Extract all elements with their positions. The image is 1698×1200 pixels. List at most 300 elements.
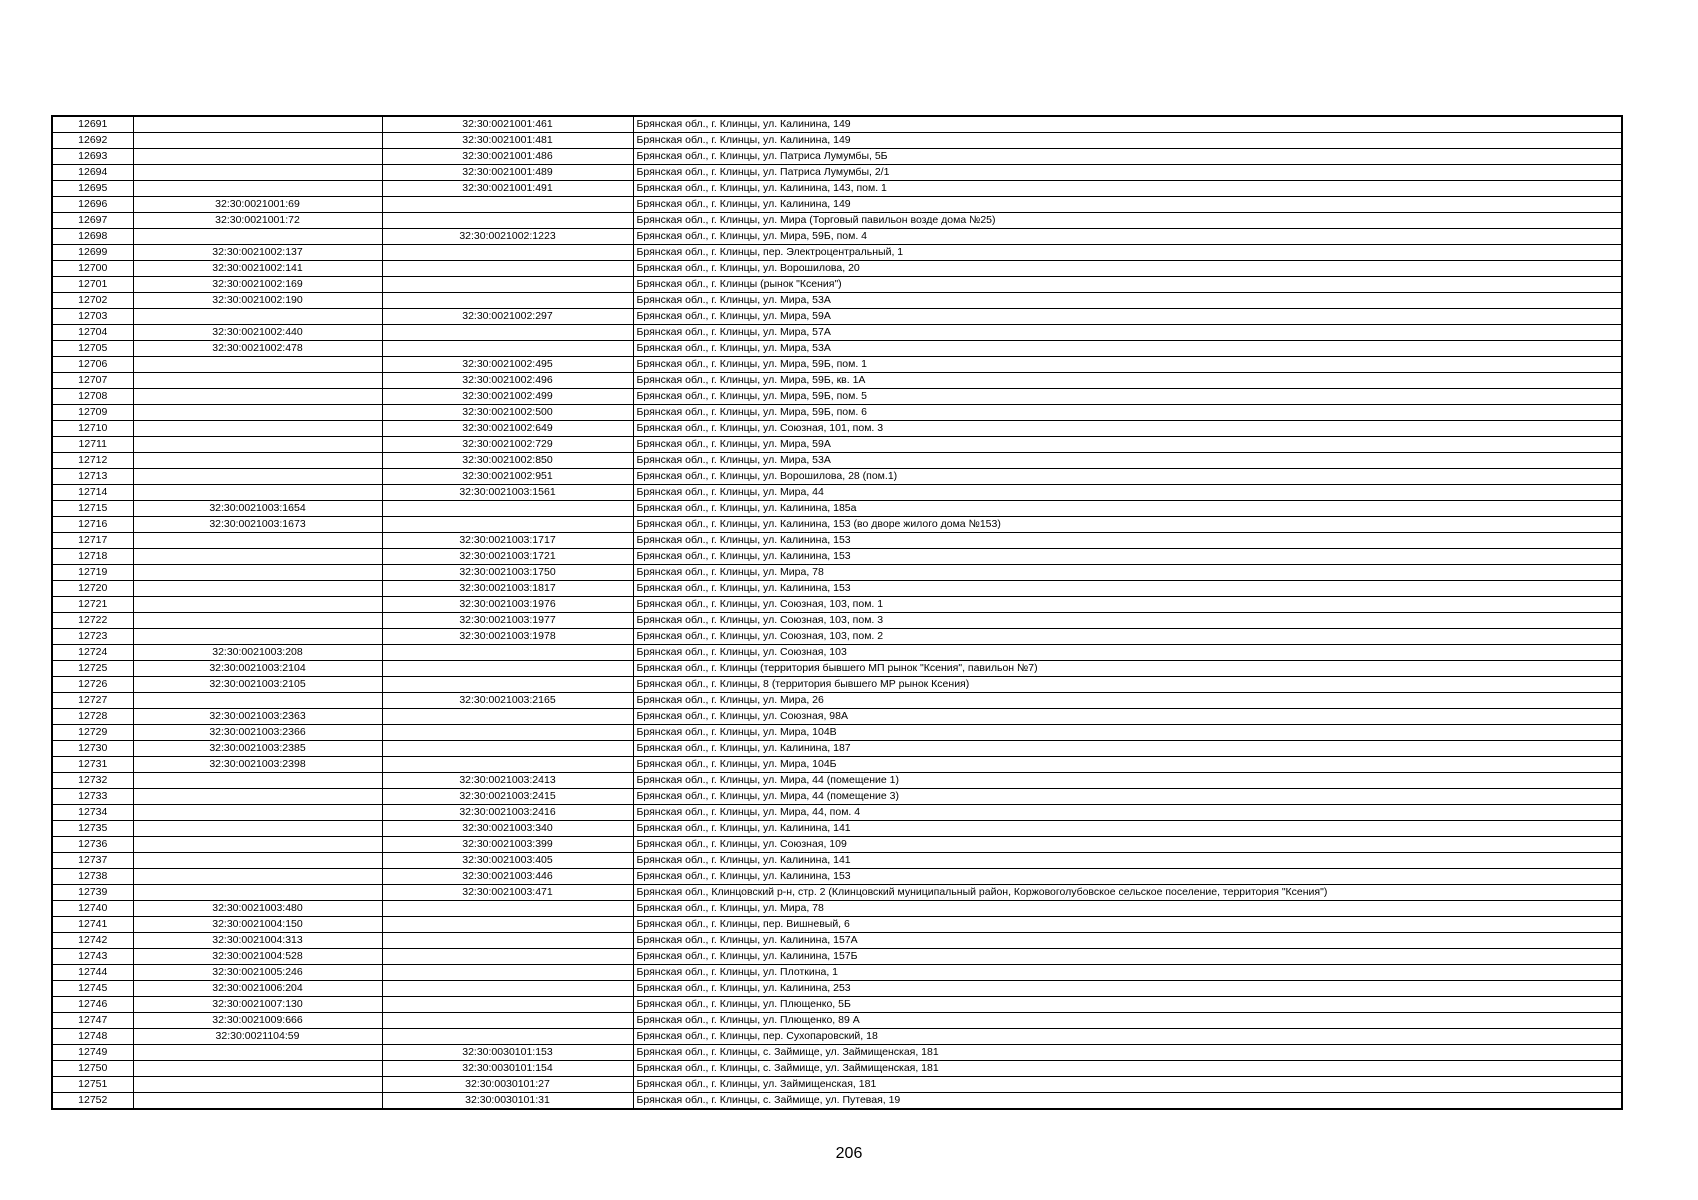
table-row — [52, 693, 1622, 709]
building-cadastral-number-cell — [382, 757, 633, 773]
address-cell: Брянская обл., г. Клинцы, ул. Калинина, 187 — [633, 741, 1622, 757]
building-cadastral-number-cell — [382, 645, 633, 661]
building-cadastral-number-cell: 32:30:0021002:729 — [382, 437, 633, 453]
row-number-cell: 12733 — [52, 789, 133, 805]
address-cell: Брянская обл., г. Клинцы, ул. Мира, 59А — [633, 437, 1622, 453]
table-row — [52, 581, 1622, 597]
table-row — [52, 757, 1622, 773]
building-cadastral-number-cell: 32:30:0021003:2416 — [382, 805, 633, 821]
building-cadastral-number-cell — [382, 245, 633, 261]
address-cell: Брянская обл., г. Клинцы, ул. Мира, 59А — [633, 309, 1622, 325]
address-cell: Брянская обл., г. Клинцы (рынок "Ксения") — [633, 277, 1622, 293]
address-cell: Брянская обл., г. Клинцы, ул. Мира, 57А — [633, 325, 1622, 341]
land-cadastral-number-cell — [133, 869, 382, 885]
table-row — [52, 533, 1622, 549]
building-cadastral-number-cell — [382, 981, 633, 997]
table-row — [52, 261, 1622, 277]
row-number-cell: 12718 — [52, 549, 133, 565]
table-row — [52, 1061, 1622, 1077]
land-cadastral-number-cell — [133, 837, 382, 853]
row-number-cell: 12704 — [52, 325, 133, 341]
table-row — [52, 116, 1622, 133]
table-row — [52, 997, 1622, 1013]
row-number-cell: 12700 — [52, 261, 133, 277]
table-row — [52, 789, 1622, 805]
building-cadastral-number-cell: 32:30:0030101:153 — [382, 1045, 633, 1061]
land-cadastral-number-cell — [133, 1045, 382, 1061]
address-cell: Брянская обл., г. Клинцы (территория бывшего МП рынок "Ксения", павильон №7) — [633, 661, 1622, 677]
row-number-cell: 12708 — [52, 389, 133, 405]
address-cell: Брянская обл., г. Клинцы, ул. Калинина, 141 — [633, 853, 1622, 869]
building-cadastral-number-cell — [382, 933, 633, 949]
row-number-cell: 12694 — [52, 165, 133, 181]
land-cadastral-number-cell: 32:30:0021009:666 — [133, 1013, 382, 1029]
building-cadastral-number-cell: 32:30:0021002:297 — [382, 309, 633, 325]
row-number-cell: 12706 — [52, 357, 133, 373]
land-cadastral-number-cell — [133, 421, 382, 437]
address-cell: Брянская обл., г. Клинцы, ул. Ворошилова, 28 (пом.1) — [633, 469, 1622, 485]
address-cell: Брянская обл., г. Клинцы, с. Займище, ул. Займищенская, 181 — [633, 1045, 1622, 1061]
row-number-cell: 12729 — [52, 725, 133, 741]
land-cadastral-number-cell — [133, 357, 382, 373]
land-cadastral-number-cell — [133, 1061, 382, 1077]
table-row — [52, 981, 1622, 997]
land-cadastral-number-cell: 32:30:0021004:528 — [133, 949, 382, 965]
land-cadastral-number-cell: 32:30:0021003:1654 — [133, 501, 382, 517]
row-number-cell: 12737 — [52, 853, 133, 869]
row-number-cell: 12716 — [52, 517, 133, 533]
building-cadastral-number-cell: 32:30:0021002:500 — [382, 405, 633, 421]
building-cadastral-number-cell: 32:30:0021003:1817 — [382, 581, 633, 597]
address-cell: Брянская обл., г. Клинцы, ул. Мира, 104Б — [633, 757, 1622, 773]
row-number-cell: 12691 — [52, 116, 133, 133]
row-number-cell: 12725 — [52, 661, 133, 677]
row-number-cell: 12695 — [52, 181, 133, 197]
table-row — [52, 901, 1622, 917]
table-body — [52, 116, 1622, 1109]
building-cadastral-number-cell: 32:30:0021003:446 — [382, 869, 633, 885]
building-cadastral-number-cell — [382, 277, 633, 293]
land-cadastral-number-cell — [133, 437, 382, 453]
row-number-cell: 12749 — [52, 1045, 133, 1061]
building-cadastral-number-cell: 32:30:0030101:31 — [382, 1093, 633, 1110]
building-cadastral-number-cell — [382, 965, 633, 981]
building-cadastral-number-cell: 32:30:0021002:499 — [382, 389, 633, 405]
land-cadastral-number-cell: 32:30:0021004:313 — [133, 933, 382, 949]
building-cadastral-number-cell: 32:30:0021003:471 — [382, 885, 633, 901]
table-row — [52, 661, 1622, 677]
building-cadastral-number-cell: 32:30:0030101:154 — [382, 1061, 633, 1077]
land-cadastral-number-cell — [133, 853, 382, 869]
table-row — [52, 325, 1622, 341]
table-row — [52, 1093, 1622, 1110]
row-number-cell: 12696 — [52, 197, 133, 213]
building-cadastral-number-cell — [382, 997, 633, 1013]
address-cell: Брянская обл., г. Клинцы, ул. Плоткина, 1 — [633, 965, 1622, 981]
address-cell: Брянская обл., г. Клинцы, ул. Мира, 26 — [633, 693, 1622, 709]
land-cadastral-number-cell — [133, 229, 382, 245]
row-number-cell: 12745 — [52, 981, 133, 997]
table-row — [52, 965, 1622, 981]
building-cadastral-number-cell — [382, 917, 633, 933]
row-number-cell: 12724 — [52, 645, 133, 661]
table-row — [52, 709, 1622, 725]
building-cadastral-number-cell — [382, 725, 633, 741]
land-cadastral-number-cell — [133, 613, 382, 629]
building-cadastral-number-cell — [382, 293, 633, 309]
table-row — [52, 309, 1622, 325]
table-row — [52, 853, 1622, 869]
address-cell: Брянская обл., г. Клинцы, ул. Калинина, 153 — [633, 533, 1622, 549]
building-cadastral-number-cell — [382, 325, 633, 341]
building-cadastral-number-cell: 32:30:0021003:405 — [382, 853, 633, 869]
building-cadastral-number-cell — [382, 517, 633, 533]
land-cadastral-number-cell — [133, 597, 382, 613]
row-number-cell: 12715 — [52, 501, 133, 517]
row-number-cell: 12746 — [52, 997, 133, 1013]
building-cadastral-number-cell: 32:30:0021002:1223 — [382, 229, 633, 245]
land-cadastral-number-cell: 32:30:0021002:141 — [133, 261, 382, 277]
address-cell: Брянская обл., г. Клинцы, ул. Мира, 104В — [633, 725, 1622, 741]
table-row — [52, 517, 1622, 533]
table-row — [52, 805, 1622, 821]
land-cadastral-number-cell — [133, 789, 382, 805]
building-cadastral-number-cell: 32:30:0021002:496 — [382, 373, 633, 389]
address-cell: Брянская обл., г. Клинцы, ул. Мира, 44 (помещение 3) — [633, 789, 1622, 805]
land-cadastral-number-cell: 32:30:0021003:2105 — [133, 677, 382, 693]
address-cell: Брянская обл., г. Клинцы, ул. Мира, 53А — [633, 341, 1622, 357]
address-cell: Брянская обл., г. Клинцы, ул. Мира, 59Б, пом. 1 — [633, 357, 1622, 373]
building-cadastral-number-cell: 32:30:0021003:2165 — [382, 693, 633, 709]
building-cadastral-number-cell — [382, 501, 633, 517]
land-cadastral-number-cell — [133, 116, 382, 133]
table-row — [52, 197, 1622, 213]
row-number-cell: 12747 — [52, 1013, 133, 1029]
address-cell: Брянская обл., г. Клинцы, ул. Мира, 78 — [633, 565, 1622, 581]
address-cell: Брянская обл., г. Клинцы, ул. Мира, 53А — [633, 453, 1622, 469]
land-cadastral-number-cell: 32:30:0021001:69 — [133, 197, 382, 213]
land-cadastral-number-cell — [133, 821, 382, 837]
row-number-cell: 12697 — [52, 213, 133, 229]
land-cadastral-number-cell — [133, 149, 382, 165]
address-cell: Брянская обл., г. Клинцы, пер. Электроцентральный, 1 — [633, 245, 1622, 261]
row-number-cell: 12740 — [52, 901, 133, 917]
table-row — [52, 453, 1622, 469]
address-cell: Брянская обл., г. Клинцы, ул. Мира, 78 — [633, 901, 1622, 917]
row-number-cell: 12712 — [52, 453, 133, 469]
row-number-cell: 12735 — [52, 821, 133, 837]
address-cell: Брянская обл., г. Клинцы, ул. Союзная, 109 — [633, 837, 1622, 853]
land-cadastral-number-cell — [133, 485, 382, 501]
table-row — [52, 773, 1622, 789]
row-number-cell: 12734 — [52, 805, 133, 821]
address-cell: Брянская обл., г. Клинцы, ул. Патриса Лумумбы, 2/1 — [633, 165, 1622, 181]
row-number-cell: 12709 — [52, 405, 133, 421]
address-cell: Брянская обл., г. Клинцы, ул. Ворошилова, 20 — [633, 261, 1622, 277]
row-number-cell: 12693 — [52, 149, 133, 165]
address-cell: Брянская обл., г. Клинцы, пер. Сухопаровский, 18 — [633, 1029, 1622, 1045]
land-cadastral-number-cell: 32:30:0021002:137 — [133, 245, 382, 261]
building-cadastral-number-cell: 32:30:0021003:1978 — [382, 629, 633, 645]
table-row — [52, 357, 1622, 373]
row-number-cell: 12722 — [52, 613, 133, 629]
building-cadastral-number-cell: 32:30:0021003:2415 — [382, 789, 633, 805]
table-row — [52, 885, 1622, 901]
table-row — [52, 549, 1622, 565]
row-number-cell: 12744 — [52, 965, 133, 981]
address-cell: Брянская обл., г. Клинцы, ул. Калинина, 149 — [633, 133, 1622, 149]
table-row — [52, 741, 1622, 757]
table-row — [52, 149, 1622, 165]
table-row — [52, 917, 1622, 933]
row-number-cell: 12738 — [52, 869, 133, 885]
building-cadastral-number-cell: 32:30:0021003:2413 — [382, 773, 633, 789]
land-cadastral-number-cell — [133, 469, 382, 485]
address-cell: Брянская обл., г. Клинцы, ул. Мира, 59Б, пом. 5 — [633, 389, 1622, 405]
land-cadastral-number-cell: 32:30:0021002:440 — [133, 325, 382, 341]
land-cadastral-number-cell — [133, 805, 382, 821]
table-row — [52, 629, 1622, 645]
table-row — [52, 389, 1622, 405]
table-row — [52, 405, 1622, 421]
row-number-cell: 12727 — [52, 693, 133, 709]
address-cell: Брянская обл., г. Клинцы, ул. Мира, 44 — [633, 485, 1622, 501]
land-cadastral-number-cell: 32:30:0021002:169 — [133, 277, 382, 293]
address-cell: Брянская обл., г. Клинцы, ул. Мира (Торговый павильон возде дома №25) — [633, 213, 1622, 229]
row-number-cell: 12751 — [52, 1077, 133, 1093]
land-cadastral-number-cell — [133, 1077, 382, 1093]
land-cadastral-number-cell: 32:30:0021002:478 — [133, 341, 382, 357]
land-cadastral-number-cell: 32:30:0021007:130 — [133, 997, 382, 1013]
land-cadastral-number-cell — [133, 773, 382, 789]
row-number-cell: 12717 — [52, 533, 133, 549]
land-cadastral-number-cell: 32:30:0021003:2398 — [133, 757, 382, 773]
row-number-cell: 12702 — [52, 293, 133, 309]
land-cadastral-number-cell — [133, 181, 382, 197]
address-cell: Брянская обл., г. Клинцы, ул. Плющенко, 89 А — [633, 1013, 1622, 1029]
building-cadastral-number-cell: 32:30:0021001:486 — [382, 149, 633, 165]
building-cadastral-number-cell — [382, 213, 633, 229]
table-row — [52, 1013, 1622, 1029]
row-number-cell: 12742 — [52, 933, 133, 949]
building-cadastral-number-cell — [382, 261, 633, 277]
table-row — [52, 597, 1622, 613]
table-row — [52, 933, 1622, 949]
land-cadastral-number-cell — [133, 885, 382, 901]
row-number-cell: 12730 — [52, 741, 133, 757]
land-cadastral-number-cell — [133, 309, 382, 325]
building-cadastral-number-cell — [382, 709, 633, 725]
address-cell: Брянская обл., г. Клинцы, ул. Калинина, 149 — [633, 116, 1622, 133]
land-cadastral-number-cell: 32:30:0021005:246 — [133, 965, 382, 981]
table-row — [52, 133, 1622, 149]
row-number-cell: 12723 — [52, 629, 133, 645]
row-number-cell: 12699 — [52, 245, 133, 261]
address-cell: Брянская обл., г. Клинцы, ул. Мира, 59Б, кв. 1А — [633, 373, 1622, 389]
address-cell: Брянская обл., г. Клинцы, ул. Калинина, 149 — [633, 197, 1622, 213]
table-row — [52, 469, 1622, 485]
table-row — [52, 213, 1622, 229]
building-cadastral-number-cell — [382, 1029, 633, 1045]
address-cell: Брянская обл., г. Клинцы, ул. Патриса Лумумбы, 5Б — [633, 149, 1622, 165]
land-cadastral-number-cell — [133, 373, 382, 389]
land-cadastral-number-cell: 32:30:0021003:2104 — [133, 661, 382, 677]
land-cadastral-number-cell: 32:30:0021003:480 — [133, 901, 382, 917]
land-cadastral-number-cell — [133, 1093, 382, 1110]
building-cadastral-number-cell — [382, 677, 633, 693]
address-cell: Брянская обл., г. Клинцы, с. Займище, ул. Займищенская, 181 — [633, 1061, 1622, 1077]
building-cadastral-number-cell: 32:30:0021003:1750 — [382, 565, 633, 581]
address-cell: Брянская обл., г. Клинцы, ул. Мира, 53А — [633, 293, 1622, 309]
building-cadastral-number-cell: 32:30:0021001:481 — [382, 133, 633, 149]
land-cadastral-number-cell — [133, 405, 382, 421]
table-row — [52, 485, 1622, 501]
building-cadastral-number-cell: 32:30:0021002:495 — [382, 357, 633, 373]
land-cadastral-number-cell — [133, 165, 382, 181]
building-cadastral-number-cell: 32:30:0021002:649 — [382, 421, 633, 437]
address-cell: Брянская обл., г. Клинцы, ул. Союзная, 103, пом. 3 — [633, 613, 1622, 629]
address-cell: Брянская обл., г. Клинцы, 8 (территория бывшего МР рынок Ксения) — [633, 677, 1622, 693]
building-cadastral-number-cell — [382, 197, 633, 213]
building-cadastral-number-cell: 32:30:0021003:399 — [382, 837, 633, 853]
building-cadastral-number-cell: 32:30:0021001:489 — [382, 165, 633, 181]
building-cadastral-number-cell: 32:30:0021003:1561 — [382, 485, 633, 501]
land-cadastral-number-cell — [133, 453, 382, 469]
land-cadastral-number-cell: 32:30:0021006:204 — [133, 981, 382, 997]
table-row — [52, 821, 1622, 837]
building-cadastral-number-cell — [382, 341, 633, 357]
row-number-cell: 12703 — [52, 309, 133, 325]
row-number-cell: 12736 — [52, 837, 133, 853]
building-cadastral-number-cell — [382, 661, 633, 677]
land-cadastral-number-cell — [133, 629, 382, 645]
page-number: 206 — [835, 1145, 863, 1162]
building-cadastral-number-cell: 32:30:0021003:340 — [382, 821, 633, 837]
land-cadastral-number-cell — [133, 581, 382, 597]
row-number-cell: 12721 — [52, 597, 133, 613]
table-row — [52, 421, 1622, 437]
row-number-cell: 12714 — [52, 485, 133, 501]
land-cadastral-number-cell: 32:30:0021001:72 — [133, 213, 382, 229]
address-cell: Брянская обл., г. Клинцы, ул. Калинина, 141 — [633, 821, 1622, 837]
land-cadastral-number-cell: 32:30:0021003:208 — [133, 645, 382, 661]
row-number-cell: 12710 — [52, 421, 133, 437]
row-number-cell: 12750 — [52, 1061, 133, 1077]
row-number-cell: 12726 — [52, 677, 133, 693]
address-cell: Брянская обл., г. Клинцы, ул. Мира, 59Б, пом. 4 — [633, 229, 1622, 245]
table-row — [52, 437, 1622, 453]
address-cell: Брянская обл., г. Клинцы, ул. Мира, 59Б, пом. 6 — [633, 405, 1622, 421]
table-row — [52, 1029, 1622, 1045]
registry-table — [51, 115, 1623, 1110]
building-cadastral-number-cell: 32:30:0021002:850 — [382, 453, 633, 469]
table-row — [52, 165, 1622, 181]
address-cell: Брянская обл., г. Клинцы, ул. Союзная, 103 — [633, 645, 1622, 661]
row-number-cell: 12743 — [52, 949, 133, 965]
land-cadastral-number-cell: 32:30:0021003:1673 — [133, 517, 382, 533]
table-row — [52, 837, 1622, 853]
building-cadastral-number-cell: 32:30:0021003:1977 — [382, 613, 633, 629]
row-number-cell: 12739 — [52, 885, 133, 901]
land-cadastral-number-cell — [133, 389, 382, 405]
address-cell: Брянская обл., г. Клинцы, ул. Калинина, 153 — [633, 581, 1622, 597]
address-cell: Брянская обл., г. Клинцы, ул. Мира, 44 (помещение 1) — [633, 773, 1622, 789]
address-cell: Брянская обл., г. Клинцы, ул. Калинина, 153 (во дворе жилого дома №153) — [633, 517, 1622, 533]
address-cell: Брянская обл., г. Клинцы, ул. Калинина, 143, пом. 1 — [633, 181, 1622, 197]
row-number-cell: 12720 — [52, 581, 133, 597]
row-number-cell: 12711 — [52, 437, 133, 453]
table-row — [52, 245, 1622, 261]
building-cadastral-number-cell: 32:30:0021001:461 — [382, 116, 633, 133]
land-cadastral-number-cell: 32:30:0021104:59 — [133, 1029, 382, 1045]
land-cadastral-number-cell: 32:30:0021004:150 — [133, 917, 382, 933]
table-row — [52, 229, 1622, 245]
table-row — [52, 293, 1622, 309]
table-row — [52, 341, 1622, 357]
building-cadastral-number-cell: 32:30:0021001:491 — [382, 181, 633, 197]
row-number-cell: 12701 — [52, 277, 133, 293]
table-row — [52, 613, 1622, 629]
address-cell: Брянская обл., Клинцовский р-н, стр. 2 (Клинцовский муниципальный район, Коржовоголубовское сельское поселение, территория "Ксения") — [633, 885, 1622, 901]
address-cell: Брянская обл., г. Клинцы, пер. Вишневый, 6 — [633, 917, 1622, 933]
land-cadastral-number-cell — [133, 133, 382, 149]
table-row — [52, 1077, 1622, 1093]
table-row — [52, 725, 1622, 741]
address-cell: Брянская обл., г. Клинцы, ул. Плющенко, 5Б — [633, 997, 1622, 1013]
address-cell: Брянская обл., г. Клинцы, ул. Союзная, 103, пом. 1 — [633, 597, 1622, 613]
table-row — [52, 1045, 1622, 1061]
table-row — [52, 277, 1622, 293]
building-cadastral-number-cell — [382, 949, 633, 965]
table-row — [52, 949, 1622, 965]
building-cadastral-number-cell: 32:30:0021003:1976 — [382, 597, 633, 613]
address-cell: Брянская обл., г. Клинцы, ул. Калинина, 253 — [633, 981, 1622, 997]
row-number-cell: 12719 — [52, 565, 133, 581]
row-number-cell: 12698 — [52, 229, 133, 245]
land-cadastral-number-cell: 32:30:0021003:2385 — [133, 741, 382, 757]
table-row — [52, 645, 1622, 661]
table-row — [52, 565, 1622, 581]
address-cell: Брянская обл., г. Клинцы, ул. Калинина, 153 — [633, 549, 1622, 565]
address-cell: Брянская обл., г. Клинцы, ул. Союзная, 103, пом. 2 — [633, 629, 1622, 645]
row-number-cell: 12748 — [52, 1029, 133, 1045]
table-row — [52, 501, 1622, 517]
building-cadastral-number-cell: 32:30:0021003:1721 — [382, 549, 633, 565]
table-row — [52, 677, 1622, 693]
land-cadastral-number-cell — [133, 693, 382, 709]
row-number-cell: 12731 — [52, 757, 133, 773]
table-row — [52, 869, 1622, 885]
address-cell: Брянская обл., г. Клинцы, ул. Союзная, 101, пом. 3 — [633, 421, 1622, 437]
row-number-cell: 12732 — [52, 773, 133, 789]
address-cell: Брянская обл., г. Клинцы, ул. Калинина, 157Б — [633, 949, 1622, 965]
row-number-cell: 12692 — [52, 133, 133, 149]
row-number-cell: 12728 — [52, 709, 133, 725]
land-cadastral-number-cell: 32:30:0021002:190 — [133, 293, 382, 309]
address-cell: Брянская обл., г. Клинцы, ул. Займищенская, 181 — [633, 1077, 1622, 1093]
land-cadastral-number-cell — [133, 565, 382, 581]
land-cadastral-number-cell — [133, 533, 382, 549]
building-cadastral-number-cell: 32:30:0030101:27 — [382, 1077, 633, 1093]
building-cadastral-number-cell — [382, 1013, 633, 1029]
table-row — [52, 373, 1622, 389]
building-cadastral-number-cell — [382, 901, 633, 917]
land-cadastral-number-cell: 32:30:0021003:2363 — [133, 709, 382, 725]
building-cadastral-number-cell — [382, 741, 633, 757]
address-cell: Брянская обл., г. Клинцы, ул. Союзная, 98А — [633, 709, 1622, 725]
land-cadastral-number-cell: 32:30:0021003:2366 — [133, 725, 382, 741]
table-row — [52, 181, 1622, 197]
